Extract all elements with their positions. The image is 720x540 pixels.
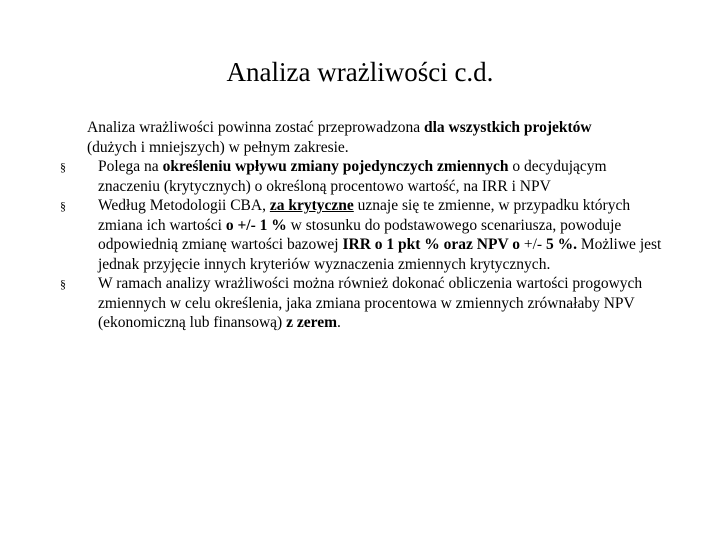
emphasis-run: 5 %. <box>545 236 577 253</box>
intro-text-end: (dużych i mniejszych) w pełnym zakresie. <box>87 138 349 156</box>
emphasis-underlined-run: za krytyczne <box>269 197 354 214</box>
intro-emphasis: dla wszystkich projektów <box>423 119 592 136</box>
bullet-item-threshold-values <box>0 274 668 333</box>
bullet-list <box>0 157 720 333</box>
bullet-text <box>98 275 642 331</box>
emphasis-run: z zerem <box>286 314 337 331</box>
text-run: . <box>337 314 341 331</box>
text-run: W ramach analizy wrażliwości można również dokonać obliczenia wartości progowych zmiennych w celu określenia, jaka zmiana procentowa w zmiennych zrównałaby NPV (ekonomiczną lub finansową) <box>98 275 643 331</box>
text-run: Polega na <box>98 158 163 175</box>
bullet-marker-icon: § <box>60 277 66 291</box>
bullet-text <box>98 197 661 273</box>
emphasis-run: o +/- 1 % <box>225 216 287 234</box>
bullet-text <box>98 158 607 195</box>
bullet-marker-icon: § <box>60 160 66 174</box>
intro-paragraph <box>87 118 632 157</box>
bullet-item-sensitivity-definition <box>0 157 668 196</box>
bullet-marker-icon: § <box>60 199 66 213</box>
emphasis-run: określeniu wpływu zmiany pojedynczych zmiennych <box>162 158 509 175</box>
text-run: uznaje się te zmienne, w przypadku których zmiana ich wartości <box>98 197 631 234</box>
text-run: Według Metodologii CBA, <box>98 197 270 214</box>
emphasis-run: IRR o 1 pkt % oraz NPV o <box>342 236 520 253</box>
text-run: Możliwe jest jednak przyjęcie innych kryteriów wyznaczenia zmiennych krytycznych. <box>98 236 662 273</box>
text-run: o decydującym znaczeniu (krytycznych) o określoną procentowo wartość, na IRR i NPV <box>98 158 607 195</box>
text-run: +/- <box>520 236 546 253</box>
slide-title: Analiza wrażliwości c.d. <box>226 57 494 87</box>
intro-text: Analiza wrażliwości powinna zostać przeprowadzona <box>87 119 424 136</box>
bullet-item-critical-criteria <box>0 196 668 274</box>
text-run: w stosunku do podstawowego scenariusza, powoduje odpowiednią zmianę wartości bazowej <box>98 216 622 253</box>
